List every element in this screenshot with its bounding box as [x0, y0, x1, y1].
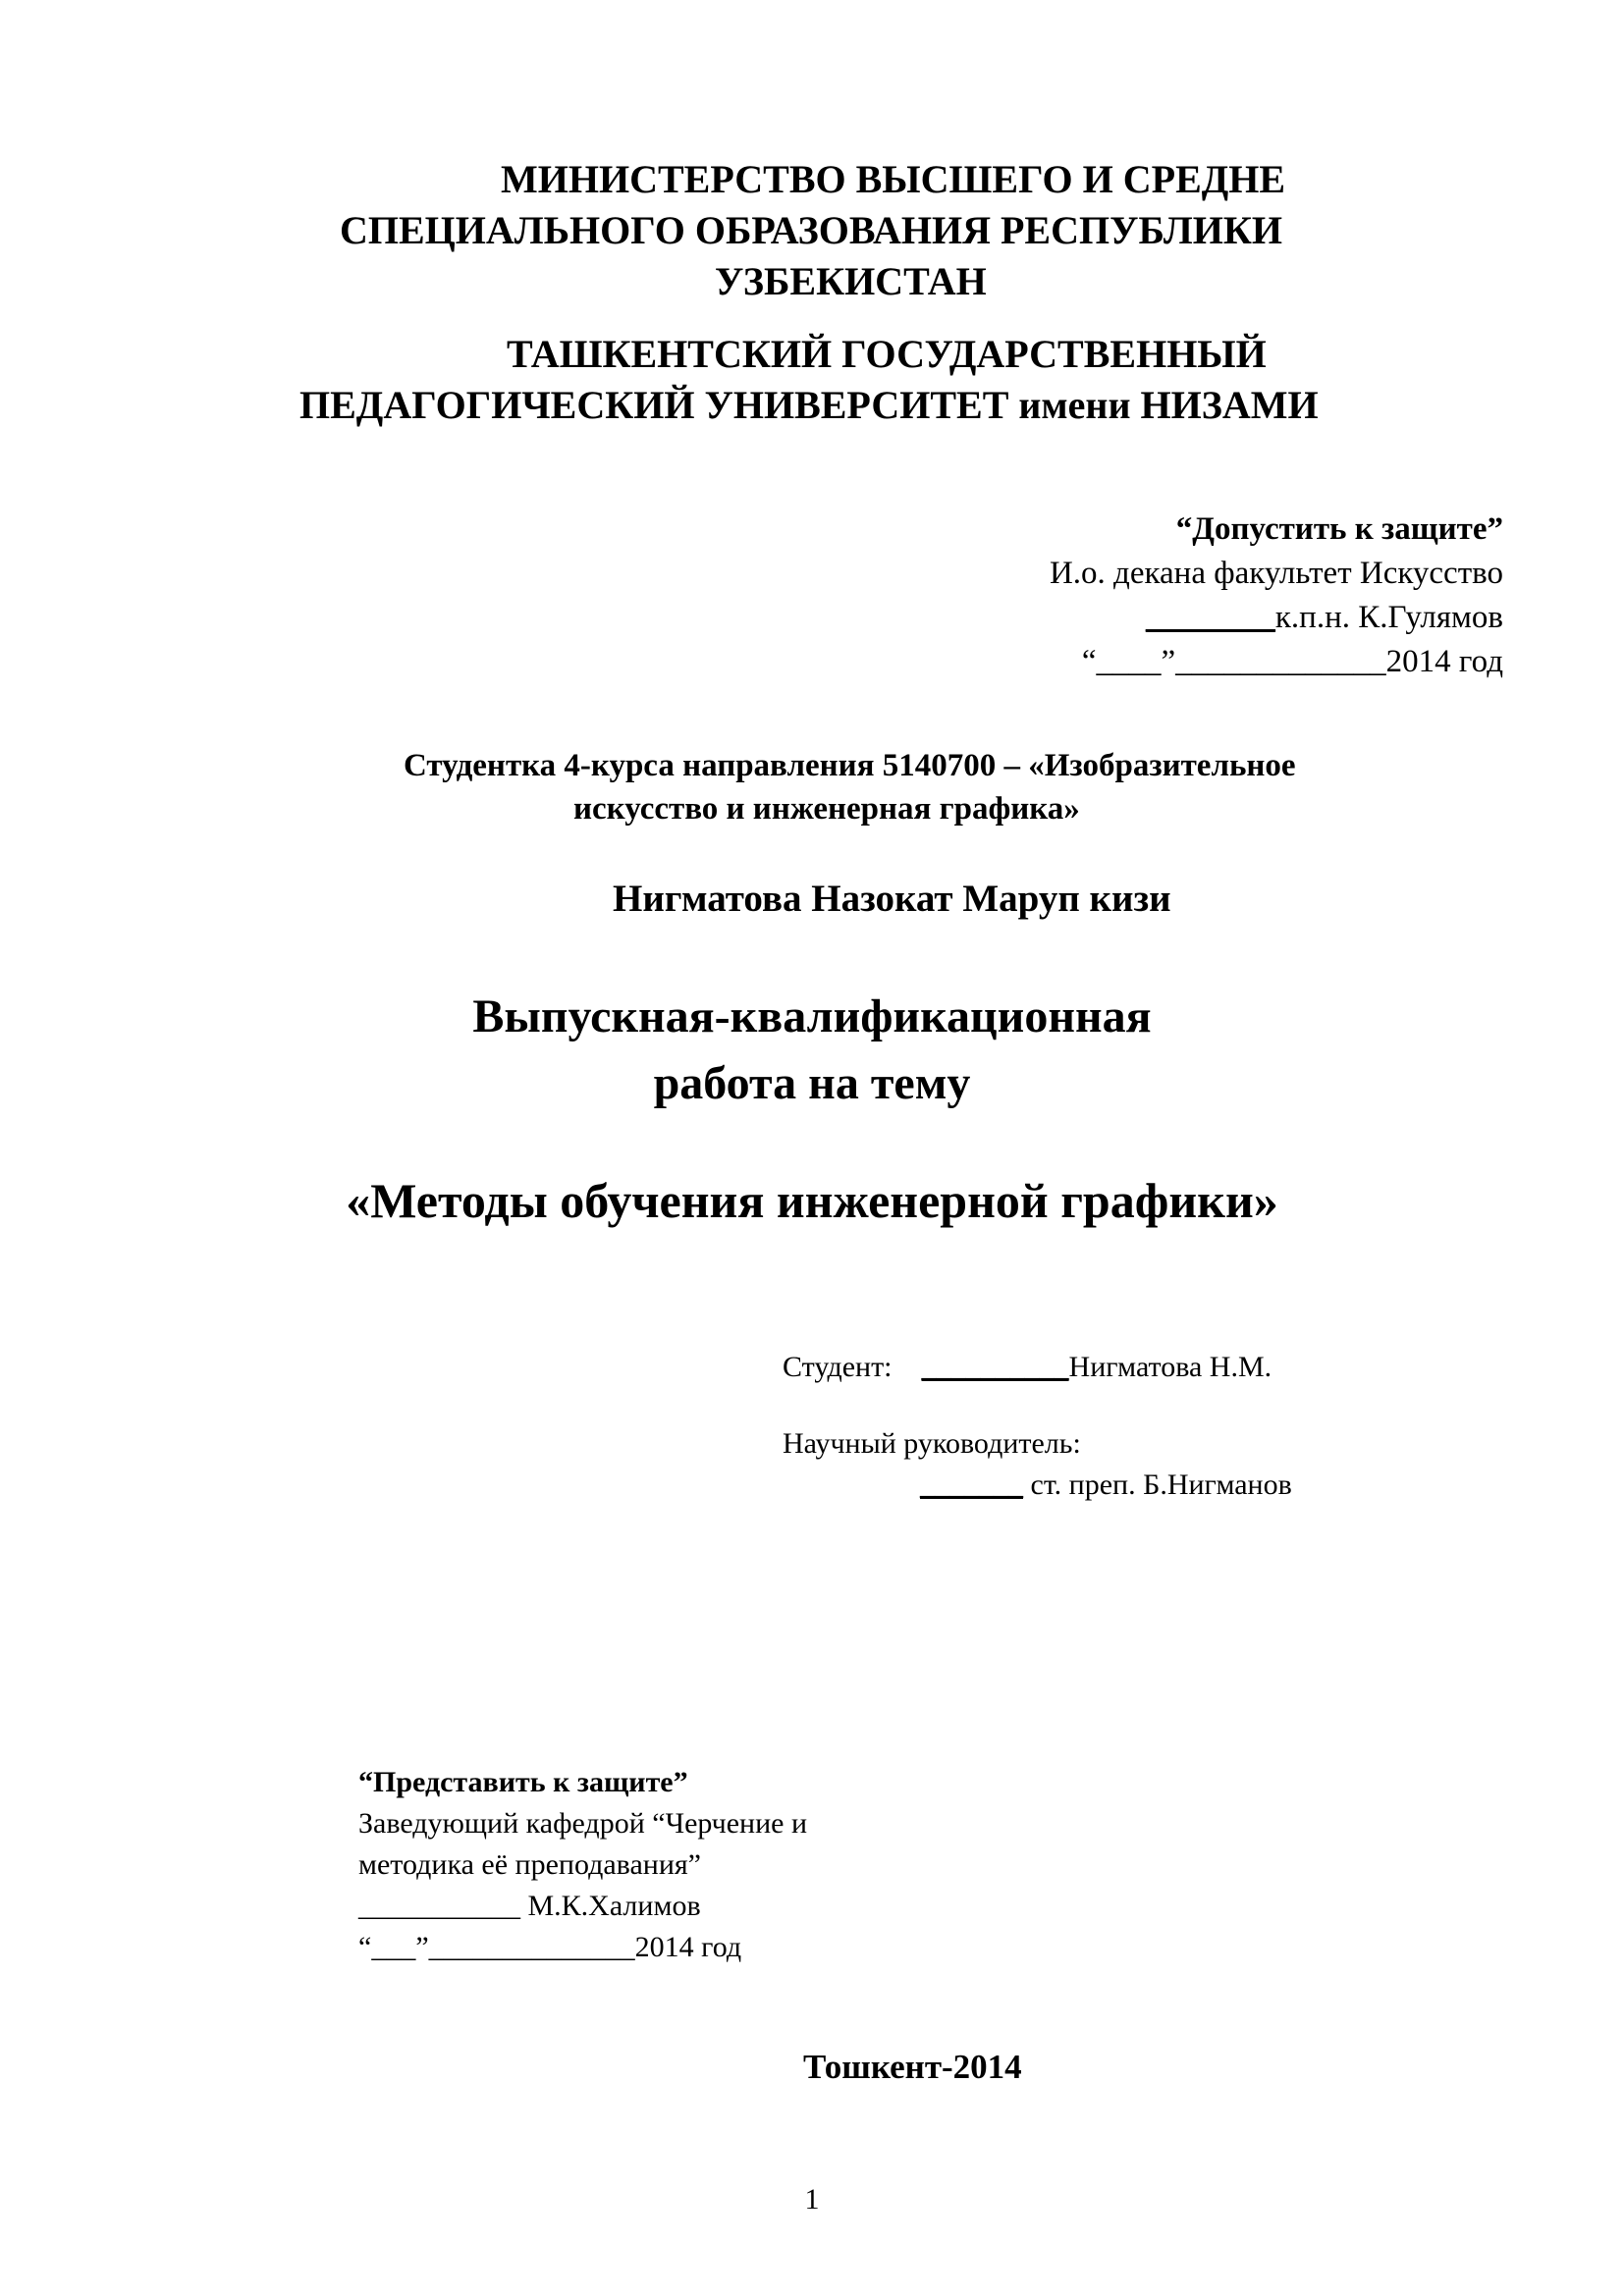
city-year: Тошкент-2014 — [803, 2048, 1022, 2086]
admit-signature — [1146, 596, 1503, 640]
ministry-line-1: МИНИСТЕРСТВО ВЫСШЕГО И СРЕДНЕ — [501, 157, 1286, 201]
student-full-name: Нигматова Назокат Маруп кизи — [613, 878, 1171, 920]
student-direction-line-1: Студентка 4-курса направления 5140700 – «Изобразительное — [404, 748, 1296, 783]
admit-sign-blank: ________ — [1145, 600, 1275, 635]
admit-date: “____”_____________2014 год — [1081, 644, 1503, 679]
present-line-4: “___”______________2014 год — [358, 1931, 742, 1963]
supervisor-signature — [920, 1465, 1292, 1506]
supervisor-label: Научный руководитель: — [783, 1427, 1081, 1460]
work-topic: «Методы обучения инженерной графики» — [346, 1173, 1278, 1228]
university-line-1: ТАШКЕНТСКИЙ ГОСУДАРСТВЕННЫЙ — [507, 332, 1267, 376]
student-direction-line-2: искусство и инженерная графика» — [573, 791, 1080, 827]
present-title: “Представить к защите” — [358, 1766, 688, 1798]
supervisor-sign-blank: _______ — [920, 1468, 1023, 1501]
ministry-line-3: УЗБЕКИСТАН — [715, 259, 987, 303]
admit-position: И.о. декана факультет Искусство — [1049, 556, 1503, 591]
supervisor-sign-name: ст. преп. Б.Нигманов — [1023, 1468, 1292, 1501]
present-line-1: Заведующий кафедрой “Черчение и — [358, 1807, 808, 1840]
student-label: Студент: — [783, 1351, 893, 1383]
admit-sign-name: к.п.н. К.Гулямов — [1274, 600, 1503, 635]
university-line-2: ПЕДАГОГИЧЕСКИЙ УНИВЕРСИТЕТ имени НИЗАМИ — [299, 383, 1319, 427]
page-number: 1 — [804, 2183, 820, 2216]
present-line-2: методика её преподавания” — [358, 1848, 701, 1881]
work-title-line-2: работа на тему — [653, 1057, 971, 1109]
admit-title: “Допустить к защите” — [1175, 511, 1503, 547]
student-sign-blank: __________ — [921, 1351, 1069, 1383]
present-line-3: ___________ М.К.Халимов — [358, 1890, 701, 1922]
student-sign-name: Нигматова Н.М. — [1068, 1351, 1272, 1383]
student-signature — [783, 1347, 1272, 1388]
work-title-line-1: Выпускная-квалификационная — [472, 990, 1152, 1042]
ministry-line-2: СПЕЦИАЛЬНОГО ОБРАЗОВАНИЯ РЕСПУБЛИКИ — [340, 208, 1282, 252]
